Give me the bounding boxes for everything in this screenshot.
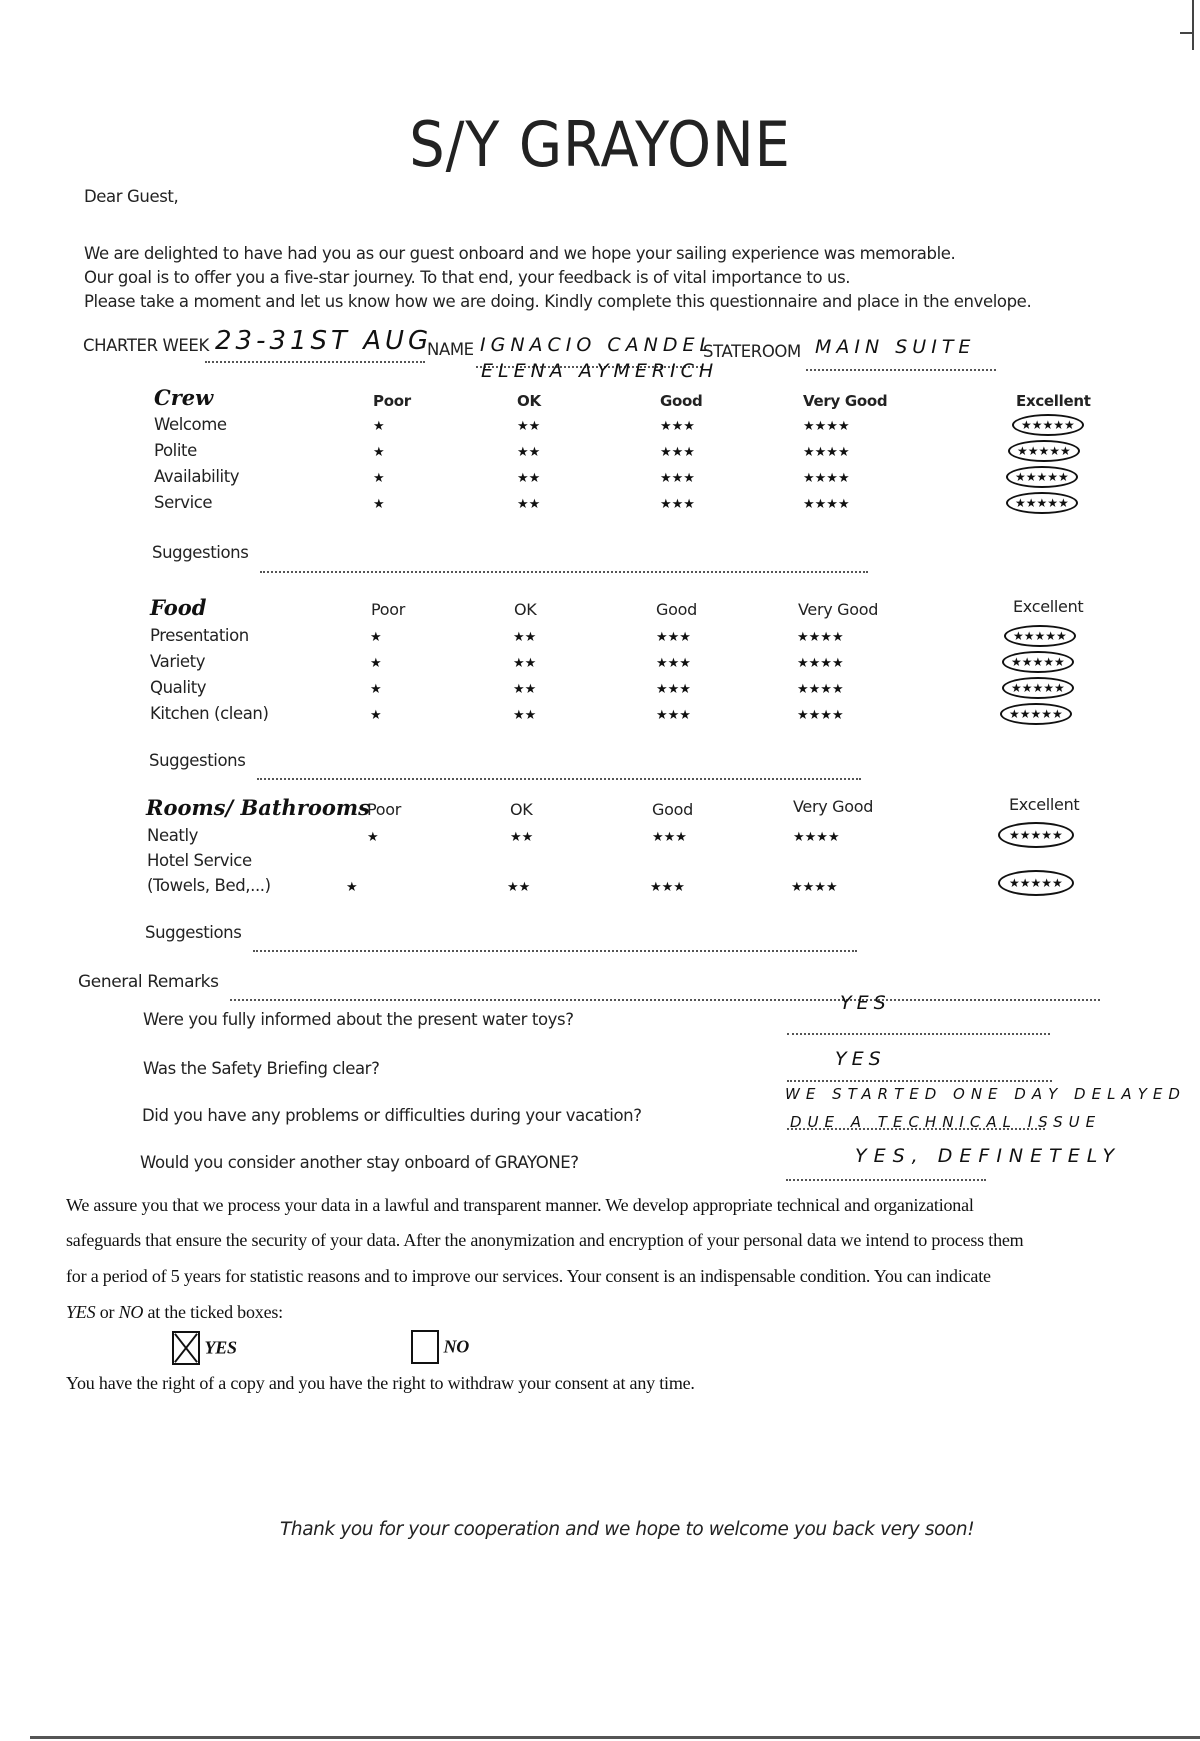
rating-poor[interactable]: ★ <box>370 656 382 671</box>
food-suggestions-field[interactable] <box>257 777 861 780</box>
answer-water-toys[interactable]: YES <box>840 992 891 1014</box>
answer-line <box>786 1178 986 1181</box>
privacy-rest-text: at the ticked boxes: <box>143 1302 283 1322</box>
row-label: Presentation <box>150 626 249 645</box>
answer-problems[interactable]: WE STARTED ONE DAY DELAYED <box>785 1085 1186 1103</box>
column-ok: OK <box>517 392 541 410</box>
rooms-section-title: Rooms/ Bathrooms <box>146 795 370 820</box>
rating-very-good[interactable]: ★★★★ <box>793 830 840 845</box>
rating-ok[interactable]: ★★ <box>517 471 541 486</box>
intro-line: Please take a moment and let us know how we are doing. Kindly complete this questionnaire and place in the envelope. <box>84 292 1032 311</box>
food-section-title: Food <box>150 595 207 620</box>
general-remarks-label: General Remarks <box>78 972 219 992</box>
column-excellent: Excellent <box>1009 795 1080 814</box>
column-poor: Poor <box>371 600 406 619</box>
rating-good[interactable]: ★★★ <box>656 682 691 697</box>
row-label: Neatly <box>147 826 199 845</box>
answer-line <box>787 1032 1050 1035</box>
crew-suggestions-field[interactable] <box>260 570 868 573</box>
rating-good[interactable]: ★★★ <box>652 830 687 845</box>
scan-edge-line <box>30 1736 1200 1739</box>
rating-good[interactable]: ★★★ <box>656 630 691 645</box>
crew-section-title: Crew <box>154 385 214 410</box>
privacy-or-text: or <box>95 1302 119 1322</box>
answer-problems-continued[interactable]: DUE A TECHNICAL ISSUE <box>790 1113 1102 1131</box>
column-very-good: Very Good <box>798 600 879 619</box>
rating-excellent-circled[interactable]: ★★★★★ <box>1006 492 1078 514</box>
column-poor: Poor <box>367 800 402 819</box>
rating-excellent-circled[interactable]: ★★★★★ <box>1002 677 1074 699</box>
charter-week-field-line <box>205 360 425 363</box>
rating-ok[interactable]: ★★ <box>517 445 541 460</box>
privacy-line: for a period of 5 years for statistic reasons and to improve our services. Your consent is an indispensable condition. You can indicate <box>66 1266 991 1286</box>
rating-poor[interactable]: ★ <box>367 830 379 845</box>
charter-week-label: CHARTER WEEK <box>83 336 209 355</box>
consent-no-checkbox[interactable] <box>411 1330 439 1364</box>
privacy-no-text: NO <box>118 1302 144 1322</box>
rating-ok[interactable]: ★★ <box>517 419 541 434</box>
stateroom-field[interactable]: MAIN SUITE <box>815 336 976 358</box>
question-another-stay: Would you consider another stay onboard of GRAYONE? <box>140 1153 579 1172</box>
column-excellent: Excellent <box>1013 597 1084 616</box>
row-label: Welcome <box>154 415 227 434</box>
thank-you-note: Thank you for your cooperation and we hope to welcome you back very soon! <box>280 1519 975 1540</box>
intro-line: Our goal is to offer you a five-star journey. To that end, your feedback is of vital importance to us. <box>84 268 851 287</box>
crew-suggestions-label: Suggestions <box>152 543 249 562</box>
rating-good[interactable]: ★★★ <box>660 497 695 512</box>
rating-very-good[interactable]: ★★★★ <box>803 497 850 512</box>
scan-edge-line <box>1180 32 1194 34</box>
row-label: Service <box>154 493 213 512</box>
consent-no-option[interactable] <box>411 1330 469 1364</box>
rating-excellent-circled[interactable]: ★★★★★ <box>1006 466 1078 488</box>
rating-very-good[interactable]: ★★★★ <box>803 419 850 434</box>
rating-good[interactable]: ★★★ <box>660 471 695 486</box>
consent-yes-checkbox[interactable] <box>172 1331 200 1365</box>
rating-ok[interactable]: ★★ <box>510 830 534 845</box>
rating-excellent-circled[interactable]: ★★★★★ <box>998 822 1074 848</box>
column-good: Good <box>656 600 697 619</box>
rating-very-good[interactable]: ★★★★ <box>797 708 844 723</box>
rating-very-good[interactable]: ★★★★ <box>791 880 838 895</box>
column-good: Good <box>652 800 693 819</box>
row-label: Availability <box>154 467 240 486</box>
row-label-sub: (Towels, Bed,...) <box>147 876 271 895</box>
rating-poor[interactable]: ★ <box>370 708 382 723</box>
rating-excellent-circled[interactable]: ★★★★★ <box>1000 703 1072 725</box>
rating-good[interactable]: ★★★ <box>660 419 695 434</box>
intro-line: We are delighted to have had you as our guest onboard and we hope your sailing experience was memorable. <box>84 244 956 263</box>
rating-ok[interactable]: ★★ <box>513 682 537 697</box>
question-water-toys: Were you fully informed about the present water toys? <box>143 1010 574 1029</box>
consent-yes-label: YES <box>204 1337 237 1358</box>
rating-ok[interactable]: ★★ <box>513 656 537 671</box>
name-label: NAME <box>427 340 474 359</box>
name-field-second[interactable]: ELENA AYMERICH <box>481 360 719 382</box>
rating-poor[interactable]: ★ <box>370 682 382 697</box>
row-label: Hotel Service <box>147 851 252 870</box>
rating-poor[interactable]: ★ <box>373 497 385 512</box>
column-ok: OK <box>514 600 537 619</box>
rating-poor[interactable]: ★ <box>373 419 385 434</box>
rating-poor[interactable]: ★ <box>373 445 385 460</box>
privacy-yes-text: YES <box>66 1302 96 1322</box>
food-suggestions-label: Suggestions <box>149 751 246 770</box>
rating-excellent-circled[interactable]: ★★★★★ <box>1012 414 1084 436</box>
rating-good[interactable]: ★★★ <box>656 656 691 671</box>
stateroom-label: STATEROOM <box>703 342 801 361</box>
rating-ok[interactable]: ★★ <box>507 880 531 895</box>
privacy-line: safeguards that ensure the security of your data. After the anonymization and encryption of your personal data we intend to process them <box>66 1230 1024 1250</box>
rating-good[interactable]: ★★★ <box>656 708 691 723</box>
rating-excellent-circled[interactable]: ★★★★★ <box>1004 625 1076 647</box>
rating-poor[interactable]: ★ <box>373 471 385 486</box>
column-excellent: Excellent <box>1016 392 1091 410</box>
rating-poor[interactable]: ★ <box>370 630 382 645</box>
rating-very-good[interactable]: ★★★★ <box>797 656 844 671</box>
rooms-suggestions-field[interactable] <box>253 949 857 952</box>
answer-safety-briefing[interactable]: YES <box>835 1048 886 1070</box>
privacy-line-ticked-boxes <box>66 1302 283 1323</box>
rights-line: You have the right of a copy and you have the right to withdraw your consent at any time. <box>66 1373 695 1393</box>
general-remarks-field[interactable] <box>230 998 1100 1001</box>
rating-excellent-circled[interactable]: ★★★★★ <box>1002 651 1074 673</box>
stateroom-field-line <box>806 368 996 371</box>
rating-excellent-circled[interactable]: ★★★★★ <box>1008 440 1080 462</box>
row-label: Polite <box>154 441 197 460</box>
consent-no-label: NO <box>443 1336 470 1357</box>
rating-poor[interactable]: ★ <box>346 880 358 895</box>
row-label: Quality <box>150 678 207 697</box>
consent-yes-option[interactable] <box>172 1331 237 1365</box>
question-problems: Did you have any problems or difficulties during your vacation? <box>142 1106 642 1125</box>
column-good: Good <box>660 392 703 410</box>
row-label: Variety <box>150 652 206 671</box>
scan-edge-line <box>1192 0 1194 50</box>
rating-ok[interactable]: ★★ <box>513 630 537 645</box>
rating-ok[interactable]: ★★ <box>517 497 541 512</box>
question-safety-briefing: Was the Safety Briefing clear? <box>143 1059 380 1078</box>
rating-very-good[interactable]: ★★★★ <box>797 630 844 645</box>
answer-another-stay[interactable]: YES, DEFINETELY <box>855 1145 1122 1167</box>
column-very-good: Very Good <box>793 797 874 816</box>
rating-very-good[interactable]: ★★★★ <box>797 682 844 697</box>
charter-week-field[interactable]: 23-31ST AUG <box>215 326 433 356</box>
row-label: Kitchen (clean) <box>150 704 269 723</box>
answer-line <box>787 1079 1052 1082</box>
rating-excellent-circled[interactable]: ★★★★★ <box>998 870 1074 896</box>
rating-good[interactable]: ★★★ <box>650 880 685 895</box>
rooms-suggestions-label: Suggestions <box>145 923 242 942</box>
column-very-good: Very Good <box>803 392 888 410</box>
rating-very-good[interactable]: ★★★★ <box>803 445 850 460</box>
column-ok: OK <box>510 800 533 819</box>
rating-good[interactable]: ★★★ <box>660 445 695 460</box>
rating-ok[interactable]: ★★ <box>513 708 537 723</box>
column-poor: Poor <box>373 392 411 410</box>
name-field[interactable]: IGNACIO CANDEL <box>480 334 716 356</box>
privacy-line: We assure you that we process your data in a lawful and transparent manner. We develop appropriate technical and organizational <box>66 1195 974 1215</box>
greeting: Dear Guest, <box>84 187 179 206</box>
rating-very-good[interactable]: ★★★★ <box>803 471 850 486</box>
page-title: S/Y GRAYONE <box>409 108 791 181</box>
